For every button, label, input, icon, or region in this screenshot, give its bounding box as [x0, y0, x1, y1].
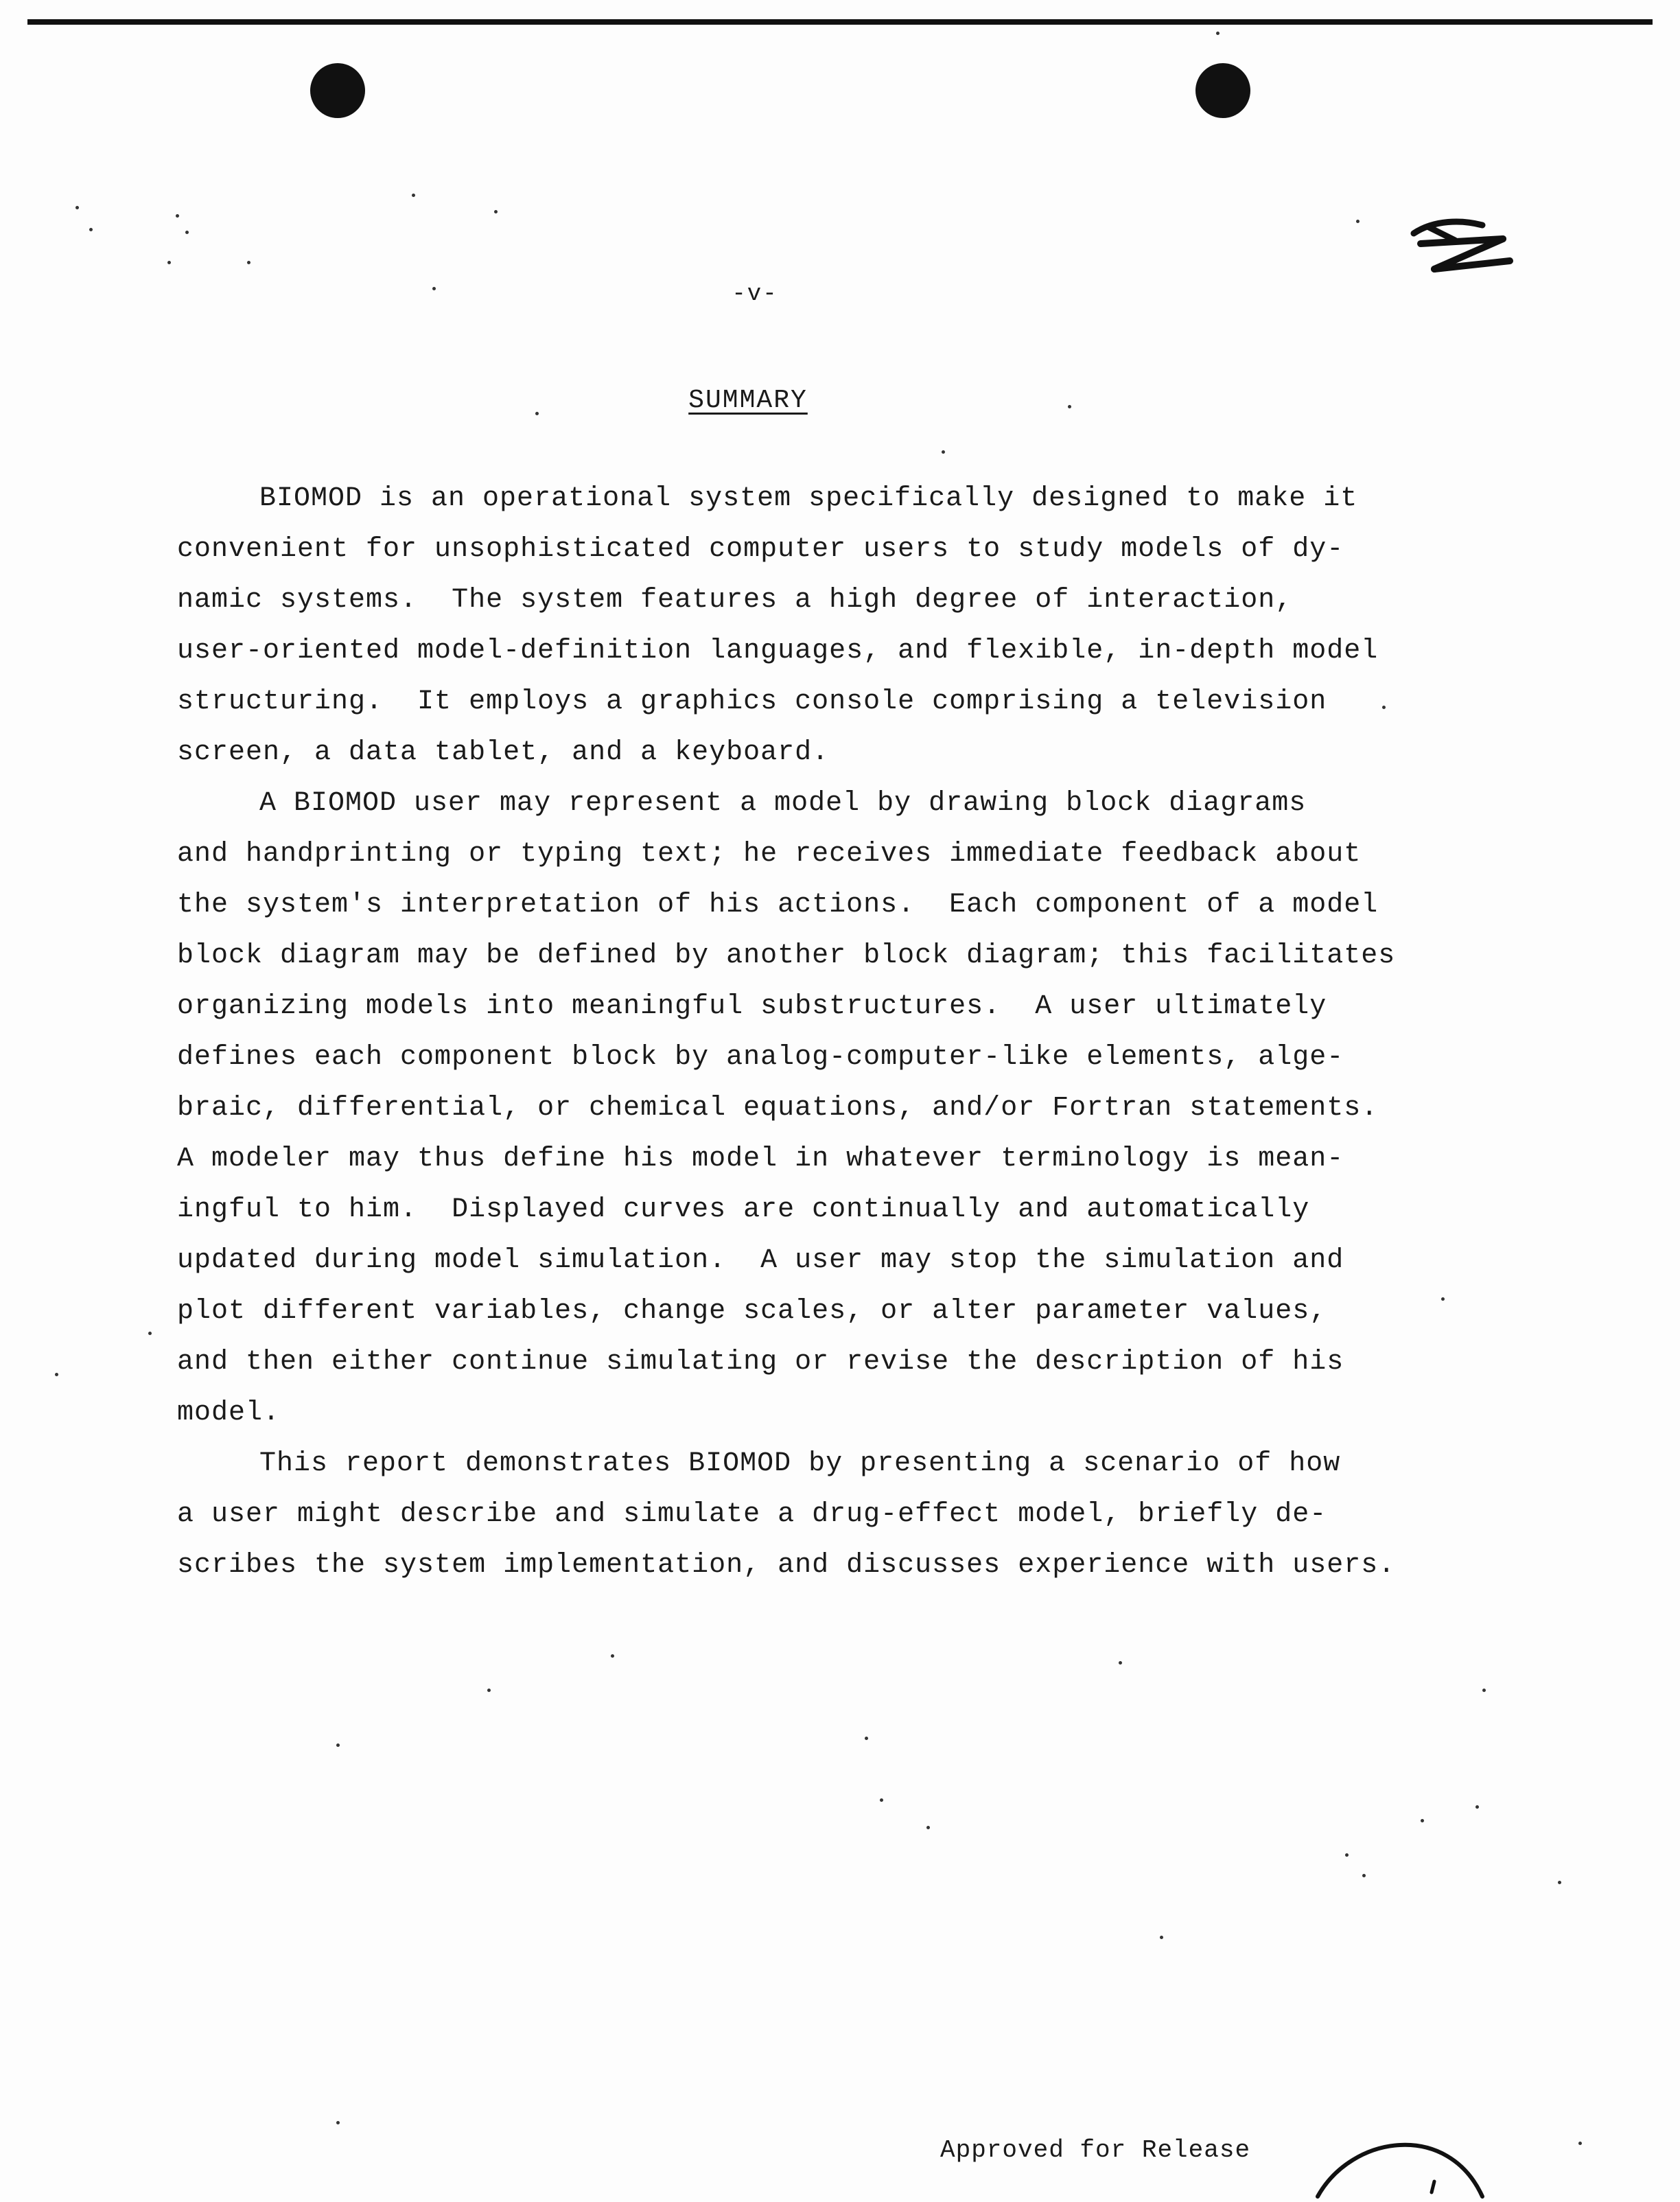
- text-line: scribes the system implementation, and discusses experience with users.: [177, 1550, 1396, 1581]
- scan-speck: [148, 1332, 152, 1335]
- scan-speck: [865, 1737, 868, 1740]
- scan-speck: [1441, 1297, 1445, 1301]
- text-line: organizing models into meaningful substructures. A user ultimately: [177, 991, 1327, 1022]
- text-line: updated during model simulation. A user may stop the simulation and: [177, 1245, 1344, 1276]
- scan-speck: [1578, 2142, 1582, 2145]
- top-border-rule: [27, 19, 1653, 25]
- text-line: user-oriented model-definition languages, and flexible, in-depth model: [177, 636, 1379, 667]
- paragraph: [177, 1439, 1412, 1591]
- scan-speck: [942, 450, 945, 454]
- text-line: braic, differential, or chemical equations, and/or Fortran statements.: [177, 1093, 1379, 1124]
- section-heading: SUMMARY: [688, 386, 808, 415]
- scan-speck: [1475, 1805, 1479, 1809]
- scan-speck: [89, 228, 93, 231]
- text-line: convenient for unsophisticated computer users to study models of dy-: [177, 534, 1344, 565]
- text-line: block diagram may be defined by another block diagram; this facilitates: [177, 940, 1396, 971]
- punch-hole-left: [310, 63, 365, 118]
- text-line: structuring. It employs a graphics console comprising a television: [177, 686, 1327, 717]
- scan-speck: [1558, 1881, 1561, 1884]
- text-line: and handprinting or typing text; he receives immediate feedback about: [177, 839, 1362, 870]
- paragraph: [177, 778, 1412, 1439]
- scan-speck: [336, 1743, 340, 1747]
- text-line: namic systems. The system features a high degree of interaction,: [177, 585, 1293, 616]
- scan-speck: [336, 2121, 340, 2124]
- text-line: plot different variables, change scales, or alter parameter values,: [177, 1296, 1327, 1327]
- scan-speck: [185, 231, 189, 234]
- paragraph: [177, 474, 1412, 778]
- summary-body: [177, 474, 1412, 1591]
- scan-speck: [1482, 1689, 1486, 1692]
- text-line: and then either continue simulating or revise the description of his: [177, 1347, 1344, 1378]
- scan-speck: [494, 210, 498, 213]
- release-stamp: Approved for Release: [940, 2136, 1251, 2164]
- text-line: screen, a data tablet, and a keyboard.: [177, 737, 830, 768]
- text-line: This report demonstrates BIOMOD by presenting a scenario of how: [259, 1448, 1341, 1479]
- scan-speck: [247, 261, 250, 264]
- scan-speck: [1421, 1819, 1424, 1822]
- scan-speck: [176, 214, 179, 218]
- scan-speck: [535, 412, 539, 415]
- text-line: A BIOMOD user may represent a model by drawing block diagrams: [259, 788, 1307, 819]
- scan-speck: [75, 206, 79, 209]
- scan-speck: [880, 1798, 883, 1802]
- scan-speck: [1356, 220, 1360, 223]
- scan-speck: [412, 194, 415, 197]
- scan-speck: [167, 261, 171, 264]
- punch-hole-right: [1195, 63, 1250, 118]
- text-line: defines each component block by analog-computer-like elements, alge-: [177, 1042, 1344, 1073]
- text-line: the system's interpretation of his actions. Each component of a model: [177, 890, 1379, 920]
- signature-arc-icon: [1311, 2121, 1489, 2202]
- scan-speck: [487, 1689, 491, 1692]
- text-line: A modeler may thus define his model in whatever terminology is mean-: [177, 1144, 1344, 1174]
- scan-speck: [1160, 1936, 1163, 1939]
- scan-speck: [1068, 405, 1071, 408]
- scan-speck: [1362, 1874, 1366, 1877]
- handwritten-mark-icon: [1400, 206, 1517, 281]
- scan-speck: [1216, 32, 1220, 35]
- text-line: model.: [177, 1398, 281, 1428]
- scan-speck: [1345, 1853, 1349, 1857]
- page-number: -v-: [732, 281, 778, 308]
- scan-speck: [926, 1826, 930, 1829]
- scan-speck: [55, 1373, 58, 1376]
- text-line: a user might describe and simulate a drug-effect model, briefly de-: [177, 1499, 1327, 1530]
- scan-speck: [611, 1654, 614, 1658]
- text-line: ingful to him. Displayed curves are continually and automatically: [177, 1194, 1310, 1225]
- text-line: BIOMOD is an operational system specifically designed to make it: [259, 483, 1358, 514]
- scan-speck: [1119, 1661, 1122, 1665]
- scan-speck: [432, 287, 436, 290]
